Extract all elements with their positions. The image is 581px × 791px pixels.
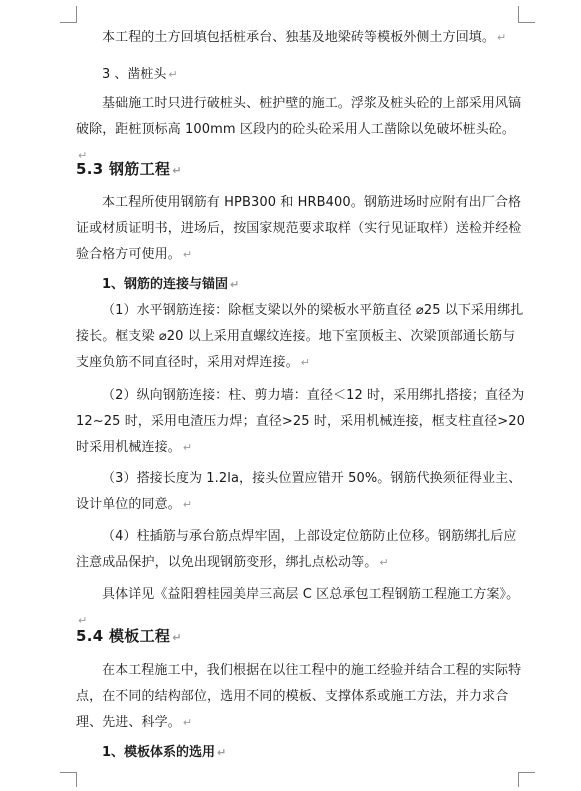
paragraph-mark: ↵ <box>78 614 88 627</box>
paragraph-mark: ↵ <box>168 68 178 81</box>
heading-formwork-system: 1、模板体系的选用 ↵ <box>102 745 227 760</box>
crop-mark-top-left <box>60 6 77 23</box>
paragraph-mark: ↵ <box>172 631 182 644</box>
paragraph-lap-length: （3）搭接长度为 1.2la，接头位置应错开 50%。钢筋代换须征得业主、设计单位的同意。 ↵ <box>76 471 522 512</box>
paragraph-pile-head: 基础施工时只进行破桩头、桩护壁的施工。浮浆及桩头砼的上部采用风镐破除，距桩顶标高 100mm 区段内的砼头砼采用人工凿除以免破坏桩头砼。↵ <box>76 96 522 162</box>
crop-mark-bottom-right <box>518 772 535 787</box>
paragraph-mark: ↵ <box>230 278 240 291</box>
paragraph-mark: ↵ <box>300 356 311 369</box>
paragraph-column-dowels: （4）柱插筋与承台筋点焊牢固，上部设定位筋防止位移。钢筋绑扎后应注意成品保护，以免出现钢筋变形，绑扎点松动等。 ↵ <box>76 529 517 570</box>
paragraph-mark: ↵ <box>182 248 193 261</box>
paragraph-mark: ↵ <box>78 149 88 162</box>
paragraph-vertical-rebar: （2）纵向钢筋连接：柱、剪力墙：直径＜12 时，采用绑扎搭接；直径为 12~25 时，采用电渣压力焊；直径>25 时，采用机械连接，框支柱直径>20 时采用机械连接。 ↵ <box>76 388 526 455</box>
paragraph-horizontal-rebar: （1）水平钢筋连接：除框支梁以外的梁板水平筋直径 ⌀25 以下采用绑扎接长。框支梁 ⌀20 以上采用直螺纹连接。地下室顶板主、次梁顶部通长筋与支座负筋不同直径时，采用对焊连接。 ↵ <box>76 303 524 370</box>
heading-rebar-connection: 1、钢筋的连接与锚固 ↵ <box>102 277 240 292</box>
paragraph-backfill: 本工程的土方回填包括桩承台、独基及地梁砖等模板外侧土方回填。 ↵ <box>102 30 507 45</box>
crop-mark-bottom-left <box>60 772 77 787</box>
crop-mark-top-right <box>518 6 535 23</box>
paragraph-mark: ↵ <box>182 441 193 454</box>
paragraph-steel-intro: 本工程所使用钢筋有 HPB300 和 HRB400。钢筋进场时应附有出厂合格证或材质证明书，进场后，按国家规范要求取样（实行见证取样）送检并经检验合格方可使用。 ↵ <box>76 195 522 262</box>
paragraph-formwork-intro: 在本工程施工中，我们根据在以往工程中的施工经验并结合工程的实际特点，在不同的结构部位，选用不同的模板、支撑体系或施工方法，并力求合理、先进、科学。 ↵ <box>76 663 522 730</box>
paragraph-mark: ↵ <box>182 498 193 511</box>
item-3: 3 、凿桩头 ↵ <box>102 67 178 82</box>
heading-5-3: 5.3 钢筋工程 ↵ <box>76 160 182 178</box>
paragraph-mark: ↵ <box>217 746 227 759</box>
paragraph-mark: ↵ <box>497 31 507 44</box>
heading-5-4: 5.4 模板工程 ↵ <box>76 627 182 645</box>
paragraph-mark: ↵ <box>172 164 182 177</box>
paragraph-mark: ↵ <box>182 716 193 729</box>
paragraph-see-plan: 具体详见《益阳碧桂园美岸三高层 C 区总承包工程钢筋工程施工方案》。↵ <box>78 587 520 627</box>
paragraph-mark: ↵ <box>379 556 389 569</box>
